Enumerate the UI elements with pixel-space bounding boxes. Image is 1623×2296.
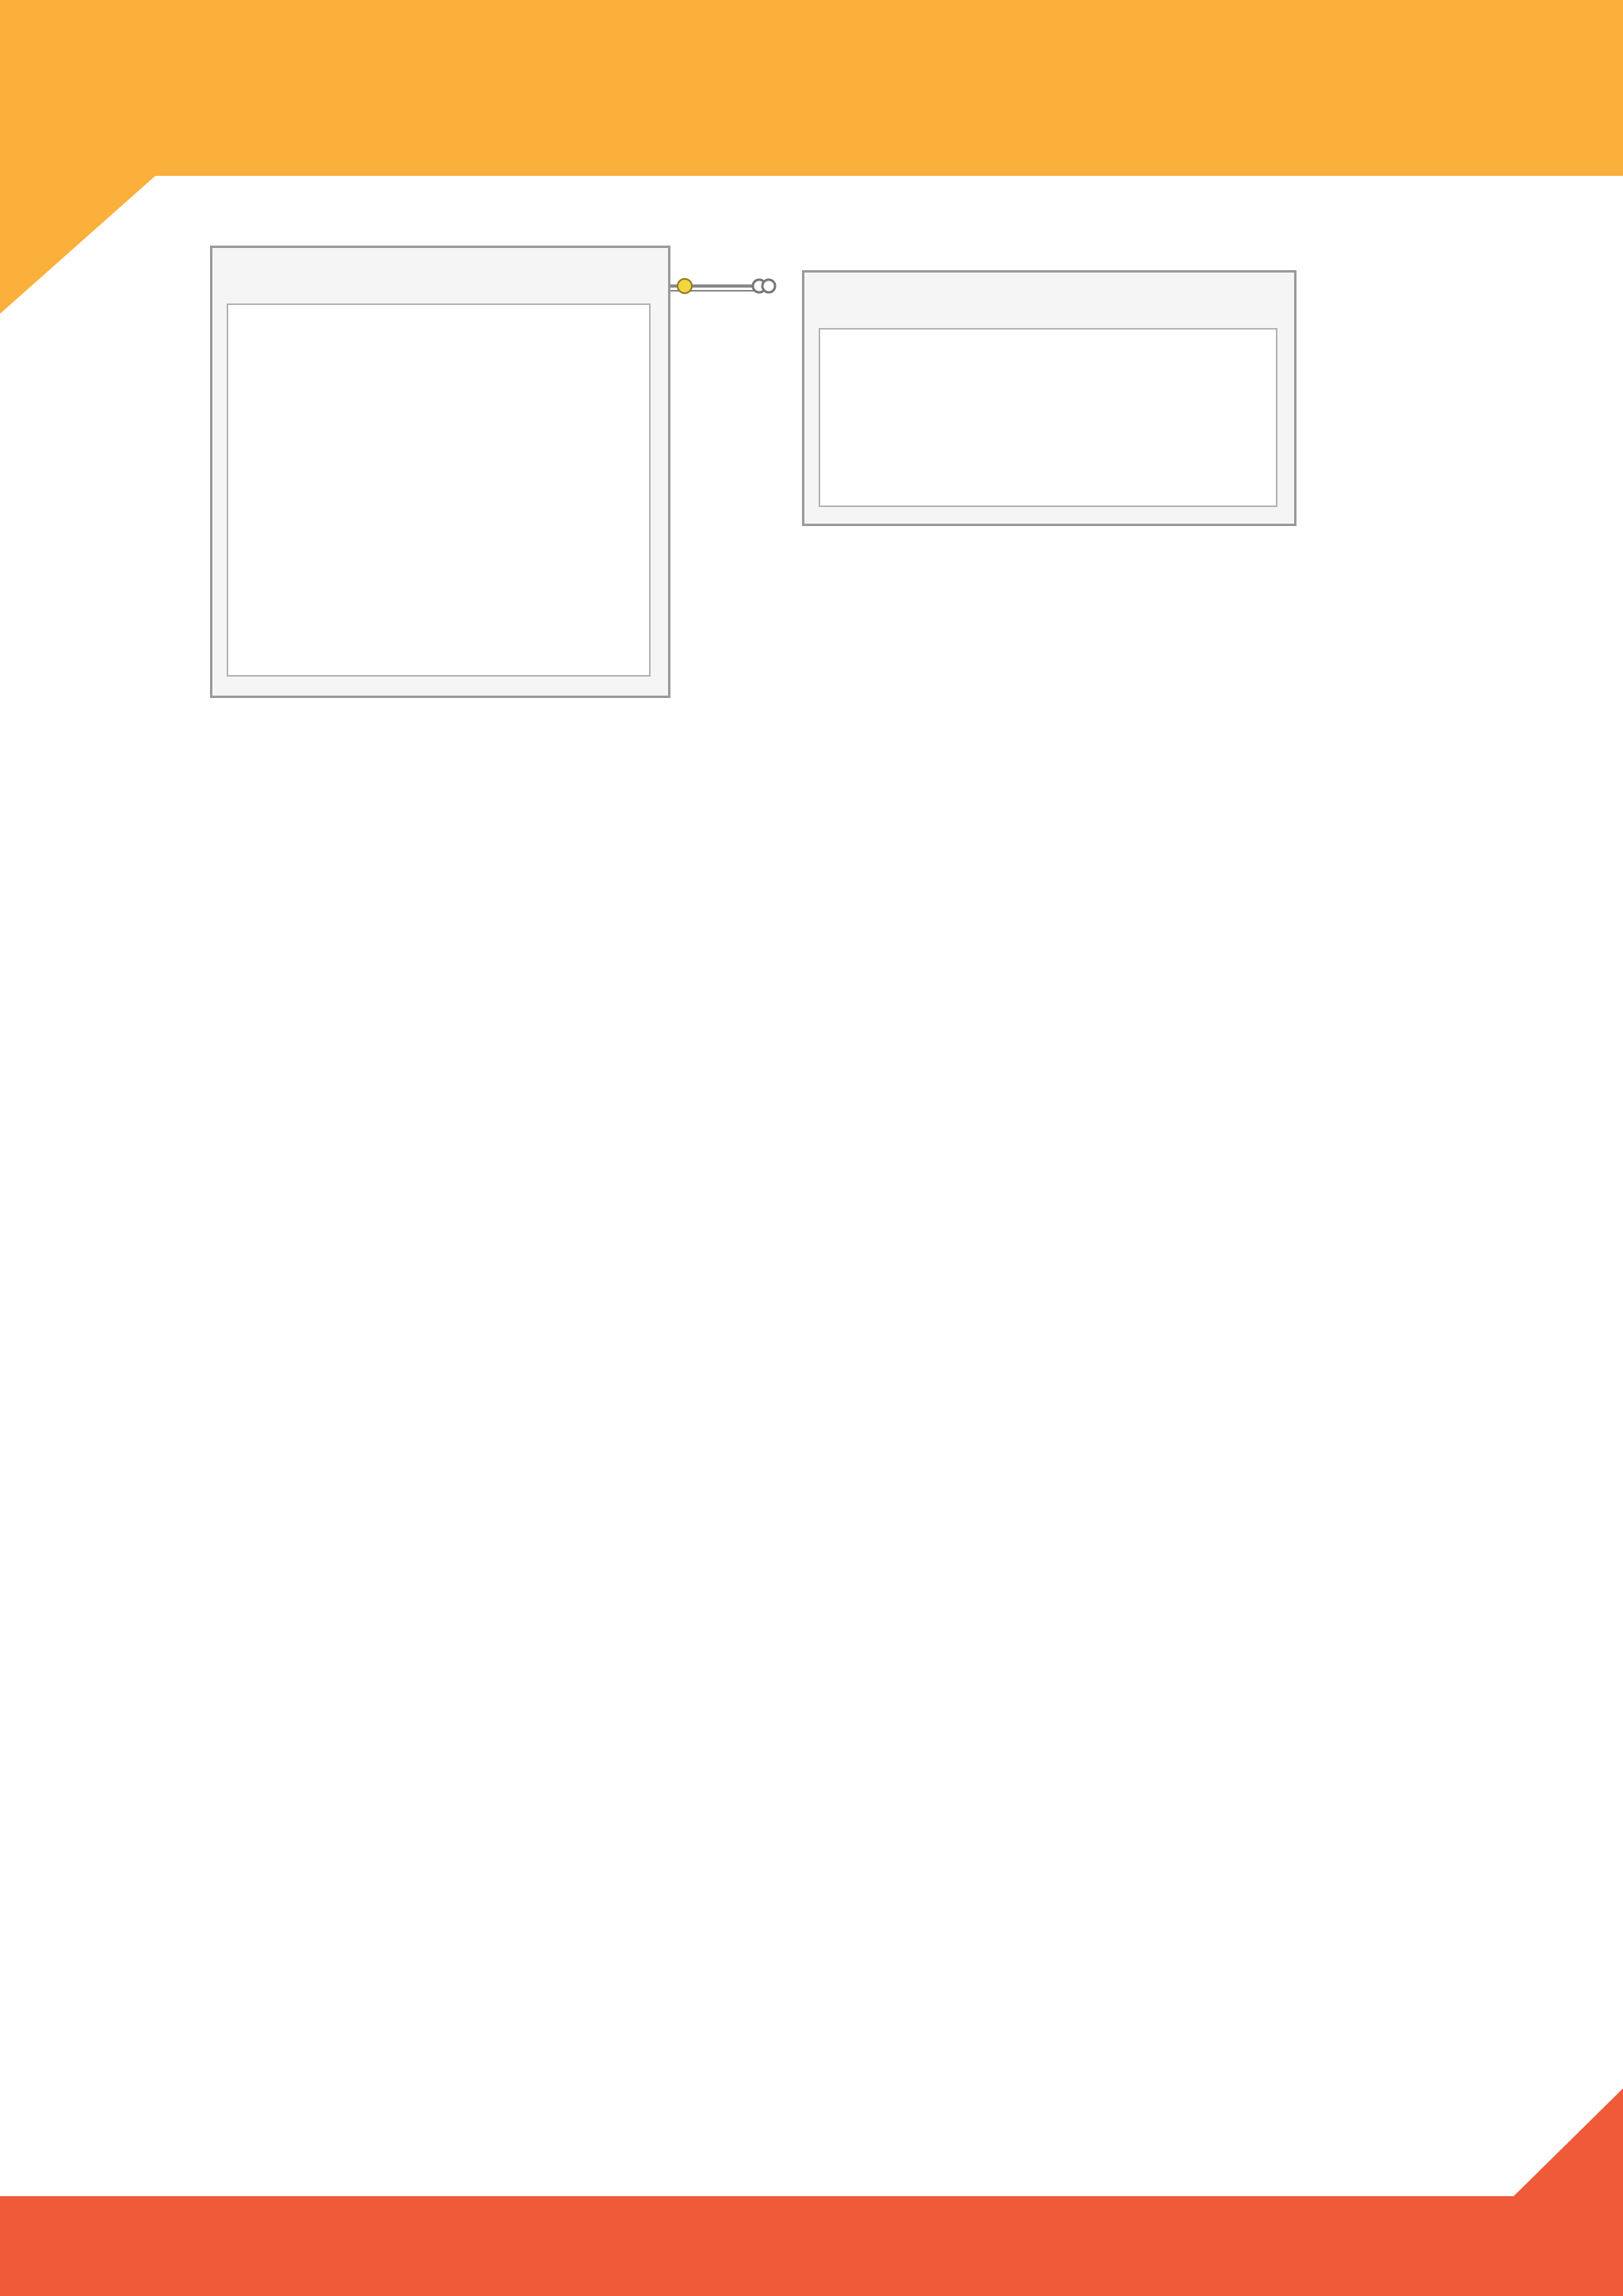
footer-band [0,2088,1623,2296]
invoice-status-table [802,270,1296,526]
invoice-status-columns [819,328,1277,507]
relationship-line [666,270,777,302]
one-key-end [678,279,692,293]
invoices-columns [227,303,651,677]
invoices-table [210,246,670,698]
document-body [209,193,1411,748]
table-diagram [209,193,1411,748]
